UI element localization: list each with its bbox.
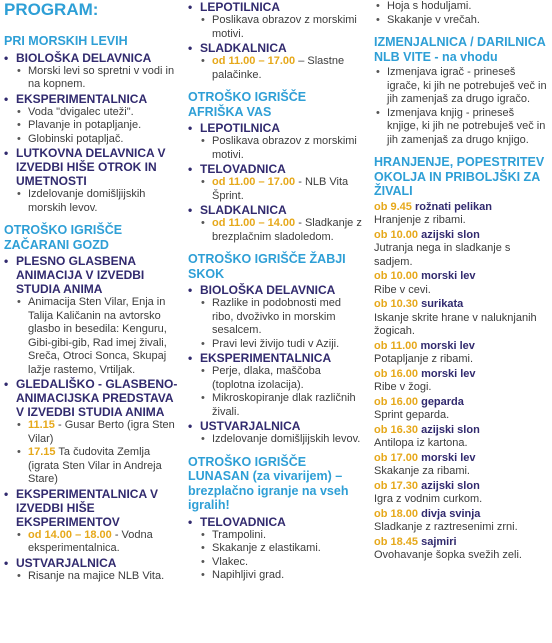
time-label: 17.15 xyxy=(28,446,56,458)
list-item: • Animacija Sten Vilar, Enja in Talija Kaličanin na avtorsko glasbo in besedila: Kenguru, Gibi-gibi-gib, Rad imej živali, Sreča, Otroci Sonca, Skupaj lažje rastemo, Vrtiljak. xyxy=(4,296,180,377)
list-item: • 11.15 - Gusar Berto (igra Sten Vilar) xyxy=(4,419,180,446)
section-morski-levi: PRI MORSKIH LEVIH xyxy=(4,34,128,48)
time-label: ob 10.00 xyxy=(374,270,419,282)
list-item: • Napihljivi grad. xyxy=(188,569,364,583)
list-item: • od 11.00 – 14.00 - Sladkanje z brezplačnim sladoledom. xyxy=(188,217,364,244)
schedule-entry xyxy=(374,396,548,410)
time-label: ob 18.45 xyxy=(374,535,419,548)
schedule-description: Ribe v cevi. xyxy=(374,283,431,296)
schedule-description: Ovohavanje šopka svežih zeli. xyxy=(374,549,522,561)
subsection-sladkalnica: • SLADKALNICA xyxy=(188,41,364,55)
subsection-sladkalnica: • SLADKALNICA xyxy=(188,203,364,217)
animal-name: geparda xyxy=(421,395,464,408)
schedule-entry xyxy=(374,270,548,284)
list-item: • Izdelovanje domišljijskih morskih levov. xyxy=(4,188,180,215)
time-label: ob 9.45 xyxy=(374,200,412,213)
animal-name: morski lev xyxy=(420,339,475,352)
animal-name: morski lev xyxy=(421,451,476,464)
section-izmenjalnica: IZMENJALNICA / DARILNICA NLB VITE - na vhodu xyxy=(374,35,546,64)
schedule-entry xyxy=(374,536,548,550)
section-lunasan: OTROŠKO IGRIŠČE LUNASAN (za vivarijem) – brezplačno igranje na vseh igralih! xyxy=(188,454,349,512)
animal-name: surikata xyxy=(421,298,464,310)
schedule-description: Potapljanje z ribami. xyxy=(374,353,474,365)
feeding-schedule xyxy=(374,201,548,563)
list-item: • Risanje na majice NLB Vita. xyxy=(4,570,180,584)
animal-name: morski lev xyxy=(421,367,476,380)
subsection-plesno-glasbena: • PLESNO GLASBENA ANIMACIJA V IZVEDBI STUDIA ANIMA xyxy=(4,254,180,296)
schedule-entry xyxy=(374,340,548,354)
subsection-bioloska: • BIOLOŠKA DELAVNICA xyxy=(4,51,180,65)
animal-name: sajmiri xyxy=(421,535,457,548)
list-item: • Hoja s hoduljami. xyxy=(374,0,548,14)
schedule-description: Jutranja nega in sladkanje s sadjem. xyxy=(374,242,511,268)
subsection-lepotilnica: • LEPOTILNICA xyxy=(188,121,364,135)
animal-name: azijski slon xyxy=(421,228,480,241)
list-item: • Razlike in podobnosti med ribo, dvoživko in morskim sesalcem. xyxy=(188,297,364,338)
schedule-entry xyxy=(374,424,548,438)
section-zacarani-gozd: OTROŠKO IGRIŠČE ZAČARANI GOZD xyxy=(4,223,123,252)
subsection-ustvarjalnica: • USTVARJALNICA xyxy=(4,556,180,570)
list-item: • Skakanje v vrečah. xyxy=(374,14,548,28)
list-item: • Izmenjava igrač - prineseš igrače, ki jih ne potrebuješ več in jih zamenjaš za drugo igračo. xyxy=(374,66,548,107)
schedule-description: Igra z vodnim curkom. xyxy=(374,493,483,505)
list-item: • Mikroskopiranje dlak različnih živali. xyxy=(188,392,364,419)
subsection-eksperimentalnica: • EKSPERIMENTALNICA xyxy=(188,351,364,365)
schedule-entry xyxy=(374,480,548,494)
list-item: • Skakanje z elastikami. xyxy=(188,542,364,556)
section-hranjenje: HRANJENJE, POPESTRITEV OKOLJA IN PRIBOLJŠKI ZA ŽIVALI xyxy=(374,155,545,198)
list-item: • Poslikava obrazov z morskimi motivi. xyxy=(188,135,364,162)
time-label: od 14.00 – 18.00 xyxy=(28,528,112,541)
schedule-description: Skakanje za ribami. xyxy=(374,465,470,477)
time-label: ob 10.30 xyxy=(374,298,419,310)
list-item: • Pravi levi živijo tudi v Aziji. xyxy=(188,338,364,352)
schedule-description: Sladkanje z raztresenimi zrni. xyxy=(374,521,518,533)
list-item: • Izdelovanje domišljijskih levov. xyxy=(188,433,364,447)
column-1 xyxy=(4,0,180,583)
time-label: ob 17.00 xyxy=(374,451,419,464)
subsection-bioloska: • BIOLOŠKA DELAVNICA xyxy=(188,283,364,297)
list-item: • Trampolini. xyxy=(188,529,364,543)
time-label: od 11.00 – 17.00 xyxy=(212,55,296,67)
list-item: • Globinski potapljač. xyxy=(4,133,180,147)
time-label: od 11.00 – 14.00 xyxy=(212,217,296,229)
animal-name: azijski slon xyxy=(421,423,480,436)
subsection-gledalisko: • GLEDALIŠKO - GLASBENO-ANIMACIJSKA PREDSTAVA V IZVEDBI STUDIA ANIMA xyxy=(4,377,180,419)
list-item: • Izmenjava knjig - prineseš knjige, ki jih ne potrebuješ več in jih zamenjaš za drugo knjigo. xyxy=(374,107,548,148)
schedule-entry xyxy=(374,298,548,312)
page-title: PROGRAM: xyxy=(4,0,99,19)
animal-name: azijski slon xyxy=(421,479,480,492)
list-item: • Morski levi so spretni v vodi in na kopnem. xyxy=(4,65,180,92)
time-label: ob 17.30 xyxy=(374,479,419,492)
animal-name: morski lev xyxy=(421,270,476,282)
list-item: • od 11.00 – 17.00 – Slastne palačinke. xyxy=(188,55,364,82)
time-label: ob 16.00 xyxy=(374,367,419,380)
schedule-entry xyxy=(374,229,548,243)
time-label: od 11.00 – 17.00 xyxy=(212,176,296,188)
subsection-lepotilnica: • LEPOTILNICA xyxy=(188,0,364,14)
list-item: • Voda "dvigalec uteži". xyxy=(4,106,180,120)
list-item: • Poslikava obrazov z morskimi motivi. xyxy=(188,14,364,41)
list-item: • od 11.00 – 17.00 - NLB Vita Šprint. xyxy=(188,176,364,203)
subsection-hisa-eksperimentov: • EKSPERIMENTALNICA V IZVEDBI HIŠE EKSPERIMENTOV xyxy=(4,487,180,529)
list-item: • od 14.00 – 18.00 - Vodna eksperimentalnica. xyxy=(4,529,180,556)
time-label: ob 11.00 xyxy=(374,339,418,352)
time-label: ob 16.30 xyxy=(374,423,419,436)
schedule-description: Ribe v žogi. xyxy=(374,381,432,393)
schedule-entry xyxy=(374,508,548,522)
time-label: 11.15 xyxy=(28,419,55,431)
schedule-description: Sprint geparda. xyxy=(374,409,450,421)
schedule-description: Antilopa iz kartona. xyxy=(374,437,468,449)
animal-name: rožnati pelikan xyxy=(414,200,492,213)
subsection-telovadnica: • TELOVADNICA xyxy=(188,162,364,176)
list-item: • Vlakec. xyxy=(188,556,364,570)
subsection-ustvarjalnica: • USTVARJALNICA xyxy=(188,419,364,433)
schedule-description: Hranjenje z ribami. xyxy=(374,214,466,226)
column-3 xyxy=(374,0,548,564)
list-item: • Plavanje in potapljanje. xyxy=(4,119,180,133)
schedule-entry xyxy=(374,452,548,466)
column-2 xyxy=(188,0,364,583)
subsection-telovadnica: • TELOVADNICA xyxy=(188,515,364,529)
subsection-eksperimentalnica: • EKSPERIMENTALNICA xyxy=(4,92,180,106)
subsection-lutkovna: • LUTKOVNA DELAVNICA V IZVEDBI HIŠE OTROK IN UMETNOSTI xyxy=(4,146,180,188)
time-label: ob 10.00 xyxy=(374,228,419,241)
list-item: • Perje, dlaka, maščoba (toplotna izolacija). xyxy=(188,365,364,392)
animal-name: divja svinja xyxy=(421,507,481,520)
schedule-entry xyxy=(374,368,548,382)
section-afriska-vas: OTROŠKO IGRIŠČE AFRIŠKA VAS xyxy=(188,90,307,119)
schedule-description: Iskanje skrite hrane v naluknjanih žogicah. xyxy=(374,311,537,337)
list-item: • 17.15 Ta čudovita Zemlja (igrata Sten Vilar in Andreja Stare) xyxy=(4,446,180,487)
section-zabji-skok: OTROŠKO IGRIŠČE ŽABJI SKOK xyxy=(188,252,346,281)
schedule-entry xyxy=(374,201,548,215)
time-label: ob 18.00 xyxy=(374,507,419,520)
time-label: ob 16.00 xyxy=(374,395,419,408)
